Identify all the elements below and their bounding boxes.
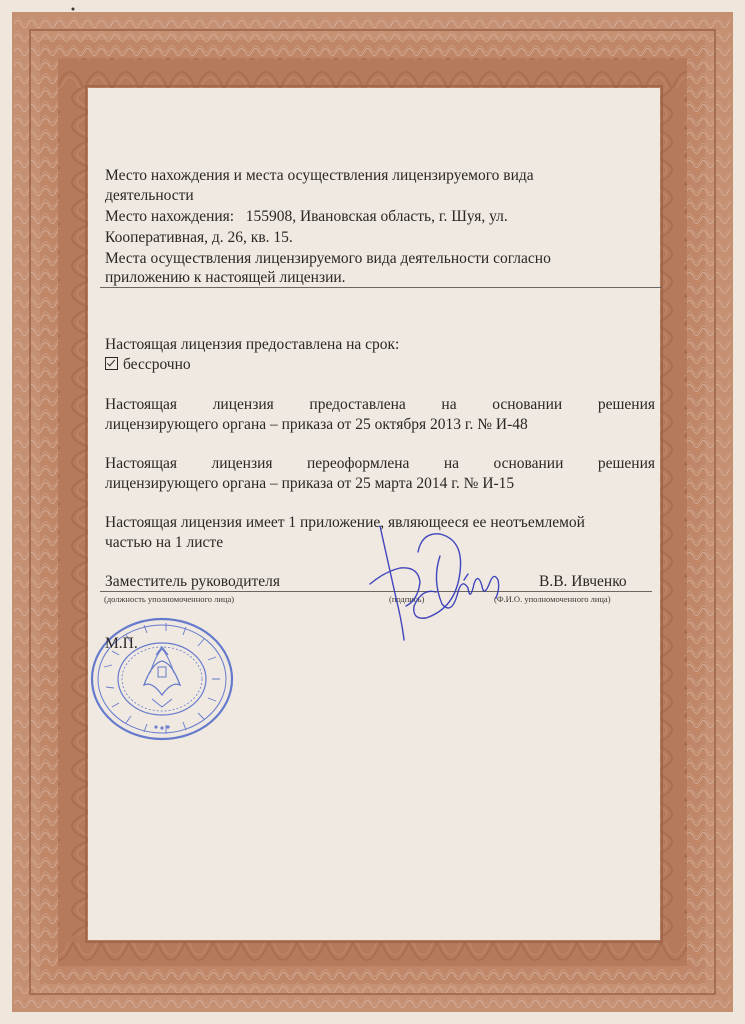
address-underline [100,287,662,288]
signatory-name: В.В. Ивченко [539,573,627,590]
basis-line-2: лицензирующего органа – приказа от 25 октября 2013 г. № И-48 [105,416,528,433]
appendix-line-1: Настоящая лицензия имеет 1 приложение, являющееся ее неотъемлемой [105,514,585,531]
checkbox-checked-icon [105,357,118,370]
name-caption: (Ф.И.О. уполномоченного лица) [494,594,611,604]
term-option [105,355,191,375]
basis-paragraph [105,395,655,435]
stamp-place-label: М.П. [105,635,138,652]
reissue-paragraph [105,454,655,494]
handwritten-signature-icon [360,522,510,644]
signatory-position: Заместитель руководителя [105,573,281,590]
scan-mark [70,6,76,12]
address-line-4: Кооперативная, д. 26, кв. 15. [105,229,293,246]
address-line-1: Место нахождения и места осуществления лицензируемого вида [105,167,534,184]
reissue-line-1: Настоящая лицензия переоформлена на основании решения [105,455,655,472]
address-line-6: приложению к настоящей лицензии. [105,269,346,286]
reissue-line-2: лицензирующего органа – приказа от 25 марта 2014 г. № И-15 [105,475,515,492]
appendix-line-2: частью на 1 листе [105,534,224,551]
basis-line-1: Настоящая лицензия предоставлена на основании решения [105,396,655,413]
address-line-2: деятельности [105,187,194,204]
term-label: Настоящая лицензия предоставлена на срок: [105,336,400,353]
address-line-5: Места осуществления лицензируемого вида деятельности согласно [105,250,551,267]
address-line-3: Место нахождения: 155908, Ивановская область, г. Шуя, ул. [105,208,508,225]
position-caption: (должность уполномоченного лица) [104,594,235,604]
term-option-label: бессрочно [123,356,191,373]
signature-caption: (подпись) [389,594,425,604]
